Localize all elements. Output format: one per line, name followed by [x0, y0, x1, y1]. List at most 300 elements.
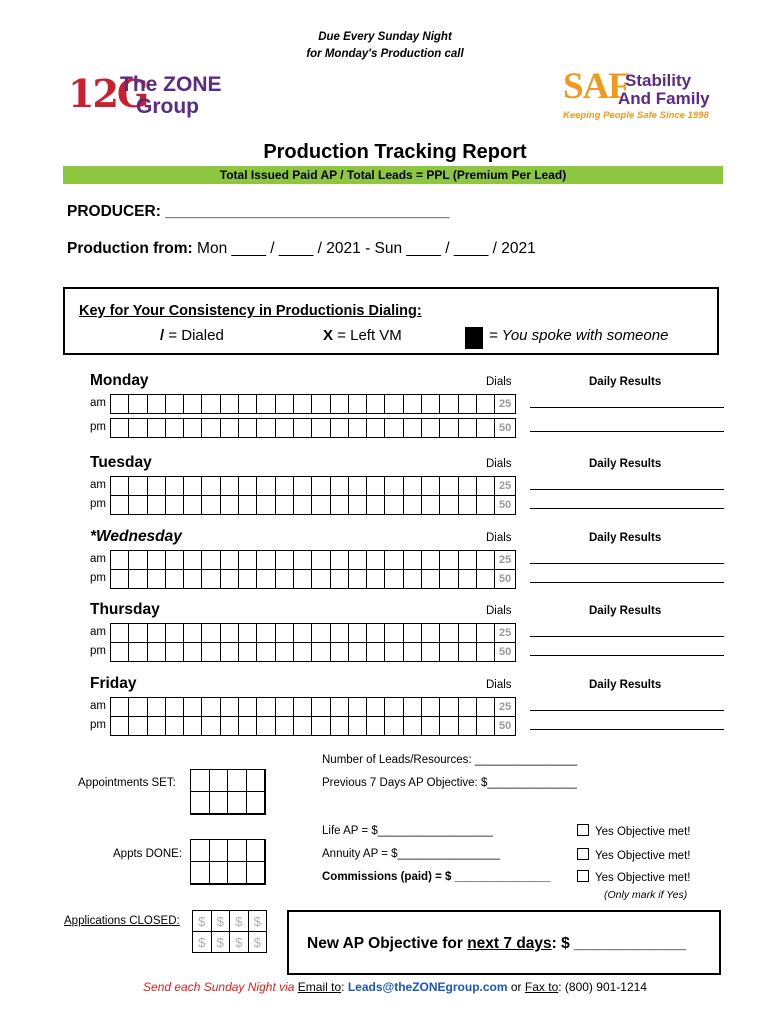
dial-cell[interactable] [148, 570, 166, 588]
new-objective-box[interactable] [287, 910, 721, 975]
dial-cell[interactable] [148, 624, 166, 642]
dial-cell[interactable] [477, 624, 495, 642]
dial-cell[interactable] [294, 717, 312, 735]
dial-cell[interactable] [312, 419, 330, 437]
logo-right-line2: And Family [618, 89, 710, 108]
dial-cell[interactable] [221, 624, 239, 642]
dial-cell[interactable] [459, 698, 477, 716]
dial-cell[interactable] [422, 698, 440, 716]
ppl-formula-banner: Total Issued Paid AP / Total Leads = PPL (Premium Per Lead) [63, 166, 723, 184]
dial-cell[interactable] [385, 395, 403, 413]
appointments-set-grid[interactable] [190, 769, 266, 815]
checkbox-icon[interactable] [577, 824, 589, 836]
dial-cell[interactable] [312, 570, 330, 588]
day-heading-tuesday: Tuesday [90, 454, 152, 471]
dial-cell[interactable] [129, 395, 147, 413]
commissions-objective-check[interactable] [577, 870, 690, 884]
dial-cell[interactable] [166, 419, 184, 437]
dial-cell[interactable] [166, 477, 184, 495]
dial-cell[interactable] [184, 643, 202, 661]
dial-cell[interactable] [459, 570, 477, 588]
previous-objective-field[interactable]: Previous 7 Days AP Objective: $______________ [322, 777, 577, 789]
dial-cell[interactable] [404, 419, 422, 437]
dial-cell[interactable] [331, 570, 349, 588]
annuity-objective-label: Yes Objective met! [595, 850, 691, 862]
production-from-dates[interactable]: Mon ____ / ____ / 2021 - Sun ____ / ____ / 2021 [197, 240, 536, 257]
dial-cell[interactable] [221, 477, 239, 495]
dial-cell[interactable] [221, 570, 239, 588]
dial-cell[interactable] [385, 717, 403, 735]
dial-cell[interactable] [129, 419, 147, 437]
pm-label: pm [90, 645, 106, 657]
monday-am-dial-grid[interactable] [110, 394, 516, 414]
dial-cell[interactable] [349, 717, 367, 735]
dial-cell[interactable] [477, 643, 495, 661]
application-dollar-cell[interactable]: $ [230, 932, 249, 953]
dial-cell[interactable] [477, 551, 495, 569]
dial-cell[interactable] [477, 717, 495, 735]
pm-label: pm [90, 498, 106, 510]
dial-cell[interactable] [276, 698, 294, 716]
dial-cell[interactable] [184, 698, 202, 716]
dial-cell[interactable] [111, 717, 129, 735]
tuesday-pm-dial-grid[interactable] [110, 495, 516, 515]
dialing-key-box [63, 287, 719, 355]
application-dollar-cell[interactable]: $ [193, 932, 212, 953]
dial-cell[interactable] [257, 717, 275, 735]
dial-cell[interactable] [257, 551, 275, 569]
tuesday-am-dial-grid[interactable] [110, 476, 516, 496]
dials-label: Dials [486, 376, 512, 388]
footer-or: or [507, 980, 525, 994]
dial-cell[interactable] [331, 624, 349, 642]
dial-cell[interactable] [349, 395, 367, 413]
monday-pm-dial-grid[interactable] [110, 418, 516, 438]
dial-cell[interactable] [440, 717, 458, 735]
dial-cell[interactable] [184, 717, 202, 735]
dial-cell[interactable] [385, 570, 403, 588]
appts-done-label: Appts DONE: [113, 848, 183, 860]
dial-cell[interactable] [166, 717, 184, 735]
monday-am-result-line[interactable] [530, 407, 724, 408]
dial-cell[interactable] [148, 477, 166, 495]
page-title: Production Tracking Report [263, 141, 527, 163]
day-heading-wednesday: *Wednesday [90, 528, 182, 545]
dial-cell[interactable] [129, 624, 147, 642]
dial-cell[interactable] [202, 698, 220, 716]
dial-cell[interactable] [221, 551, 239, 569]
dial-cell[interactable] [129, 551, 147, 569]
dial-cell[interactable] [404, 395, 422, 413]
dial-cell[interactable] [148, 551, 166, 569]
logo-mark-12g: 12G [68, 71, 148, 116]
dials-label: Dials [486, 532, 512, 544]
dial-cell[interactable] [404, 570, 422, 588]
dial-cell[interactable] [477, 419, 495, 437]
dial-cell[interactable] [202, 419, 220, 437]
friday-am-dial-grid[interactable] [110, 697, 516, 717]
dial-cell[interactable] [331, 551, 349, 569]
dial-cell[interactable] [459, 624, 477, 642]
dial-cell[interactable] [459, 477, 477, 495]
dial-cell[interactable] [404, 643, 422, 661]
friday-am-result-line[interactable] [530, 710, 724, 711]
dial-cell[interactable] [239, 477, 257, 495]
dial-cell[interactable] [148, 395, 166, 413]
annuity-ap-field[interactable]: Annuity AP = $________________ [322, 848, 500, 860]
dial-cell[interactable] [148, 496, 166, 514]
dial-cell[interactable] [312, 496, 330, 514]
dial-cell[interactable] [422, 496, 440, 514]
dial-cell[interactable] [349, 419, 367, 437]
wednesday-pm-result-line[interactable] [530, 582, 724, 583]
dial-cell[interactable] [294, 395, 312, 413]
tuesday-am-result-line[interactable] [530, 489, 724, 490]
logo-text-line1: The ZONE [120, 73, 222, 96]
dial-cell[interactable] [166, 698, 184, 716]
dial-cell[interactable] [184, 395, 202, 413]
dial-cell[interactable] [111, 698, 129, 716]
dial-cell[interactable] [239, 717, 257, 735]
dial-cell[interactable] [129, 477, 147, 495]
dial-cell[interactable] [111, 496, 129, 514]
dial-cell[interactable] [422, 395, 440, 413]
dial-cell[interactable] [331, 477, 349, 495]
dial-cell[interactable] [440, 643, 458, 661]
dial-cell[interactable] [477, 496, 495, 514]
dial-cell[interactable] [111, 643, 129, 661]
logo-text-line2: Group [136, 95, 199, 118]
dial-cell[interactable] [349, 477, 367, 495]
thursday-pm-dial-grid[interactable] [110, 642, 516, 662]
monday-pm-result-line[interactable] [530, 431, 724, 432]
dial-cell[interactable] [367, 698, 385, 716]
dial-cell[interactable] [294, 698, 312, 716]
thursday-am-dial-grid[interactable] [110, 623, 516, 643]
dial-cell[interactable] [312, 698, 330, 716]
annuity-objective-check[interactable] [577, 848, 690, 862]
dial-cell[interactable] [148, 698, 166, 716]
dial-cell[interactable] [477, 570, 495, 588]
application-dollar-cell[interactable]: $ [212, 911, 231, 932]
dial-cell[interactable] [111, 624, 129, 642]
application-dollar-cell[interactable]: $ [249, 911, 268, 932]
dial-cell[interactable] [349, 496, 367, 514]
dial-cell[interactable] [129, 717, 147, 735]
tuesday-pm-result-line[interactable] [530, 508, 724, 509]
dial-cell[interactable] [331, 717, 349, 735]
dial-cell[interactable] [459, 717, 477, 735]
key-spoke-text: = You spoke with someone [489, 327, 669, 344]
application-dollar-cell[interactable]: $ [212, 932, 231, 953]
saf-logo [563, 66, 711, 126]
new-objective-text[interactable] [307, 935, 686, 953]
friday-pm-dial-grid[interactable] [110, 716, 516, 736]
application-dollar-cell[interactable]: $ [249, 932, 268, 953]
dial-cell[interactable] [440, 570, 458, 588]
dial-cell[interactable] [404, 496, 422, 514]
dial-cell[interactable] [202, 570, 220, 588]
dial-cell[interactable] [129, 643, 147, 661]
dial-cell[interactable] [404, 717, 422, 735]
producer-field[interactable] [67, 203, 450, 221]
dial-cell[interactable] [385, 496, 403, 514]
dial-cell[interactable] [349, 624, 367, 642]
dial-cell[interactable] [239, 570, 257, 588]
dial-cell[interactable] [202, 477, 220, 495]
am-label: am [90, 479, 106, 491]
dial-cell[interactable] [257, 496, 275, 514]
dial-cell[interactable] [312, 717, 330, 735]
key-vm-symbol: X [323, 327, 334, 344]
dial-cell[interactable] [239, 698, 257, 716]
dial-cell[interactable] [166, 551, 184, 569]
applications-closed-grid[interactable] [192, 910, 267, 953]
dial-cell[interactable] [440, 395, 458, 413]
footer-instructions [0, 980, 770, 994]
dial-cell[interactable] [440, 419, 458, 437]
dial-cell[interactable] [148, 717, 166, 735]
dial-cell[interactable] [276, 419, 294, 437]
day-heading-monday: Monday [90, 372, 149, 389]
dial-cell[interactable] [221, 698, 239, 716]
dial-cell[interactable] [184, 419, 202, 437]
dial-cell[interactable] [385, 551, 403, 569]
footer-email-label: Email to [297, 980, 342, 994]
dial-cell[interactable] [111, 570, 129, 588]
dial-cell[interactable] [111, 477, 129, 495]
dial-cell[interactable] [148, 419, 166, 437]
dial-cell[interactable] [440, 624, 458, 642]
dial-cell[interactable] [312, 624, 330, 642]
checkbox-icon[interactable] [577, 848, 589, 860]
dial-cell[interactable] [385, 624, 403, 642]
dial-cell[interactable] [477, 395, 495, 413]
dial-cell[interactable] [202, 717, 220, 735]
dial-cell[interactable] [331, 643, 349, 661]
dial-cell[interactable] [257, 698, 275, 716]
pm-dial-target: 50 [498, 422, 512, 434]
dial-cell[interactable] [312, 395, 330, 413]
dial-cell[interactable] [111, 419, 129, 437]
thursday-pm-result-line[interactable] [530, 655, 724, 656]
dial-cell[interactable] [221, 496, 239, 514]
dial-cell[interactable] [331, 698, 349, 716]
dials-label: Dials [486, 458, 512, 470]
dial-cell[interactable] [129, 570, 147, 588]
application-dollar-cell[interactable]: $ [193, 911, 212, 932]
dial-cell[interactable] [367, 551, 385, 569]
dial-cell[interactable] [294, 496, 312, 514]
appointments-set-label: Appointments SET: [78, 777, 176, 789]
dial-cell[interactable] [166, 496, 184, 514]
dial-cell[interactable] [294, 477, 312, 495]
dial-cell[interactable] [385, 643, 403, 661]
dial-cell[interactable] [422, 477, 440, 495]
dials-label: Dials [486, 605, 512, 617]
dial-cell[interactable] [276, 643, 294, 661]
dial-cell[interactable] [385, 419, 403, 437]
dial-cell[interactable] [184, 570, 202, 588]
dial-cell[interactable] [129, 496, 147, 514]
application-dollar-cell[interactable]: $ [230, 911, 249, 932]
footer-send-text: Send each Sunday Night [143, 980, 276, 994]
dial-cell[interactable] [459, 395, 477, 413]
am-dial-target: 25 [498, 701, 512, 713]
dial-cell[interactable] [111, 551, 129, 569]
dial-cell[interactable] [459, 419, 477, 437]
dial-cell[interactable] [202, 643, 220, 661]
dial-cell[interactable] [294, 624, 312, 642]
am-label: am [90, 626, 106, 638]
dial-cell[interactable] [477, 477, 495, 495]
dial-cell[interactable] [440, 698, 458, 716]
new-objective-amount: : $ _____________ [551, 935, 687, 952]
logo-right-tagline: Keeping People Safe Since 1998 [563, 110, 709, 121]
dial-cell[interactable] [221, 395, 239, 413]
key-dialed-text: = Dialed [168, 327, 224, 344]
dial-cell[interactable] [349, 570, 367, 588]
dial-cell[interactable] [367, 419, 385, 437]
dial-cell[interactable] [221, 643, 239, 661]
dial-cell[interactable] [367, 624, 385, 642]
dial-cell[interactable] [257, 477, 275, 495]
dial-cell[interactable] [385, 698, 403, 716]
dial-cell[interactable] [239, 496, 257, 514]
dial-cell[interactable] [239, 395, 257, 413]
dial-cell[interactable] [276, 624, 294, 642]
dial-cell[interactable] [166, 570, 184, 588]
dial-cell[interactable] [221, 717, 239, 735]
friday-pm-result-line[interactable] [530, 729, 724, 730]
dial-cell[interactable] [184, 477, 202, 495]
dial-cell[interactable] [422, 643, 440, 661]
leads-resources-field[interactable]: Number of Leads/Resources: ________________ [322, 754, 578, 766]
dial-cell[interactable] [239, 624, 257, 642]
appts-done-grid[interactable] [190, 839, 266, 885]
dial-cell[interactable] [385, 477, 403, 495]
dial-cell[interactable] [294, 419, 312, 437]
pm-label: pm [90, 421, 106, 433]
dial-cell[interactable] [422, 624, 440, 642]
dial-cell[interactable] [349, 643, 367, 661]
dial-cell[interactable] [276, 570, 294, 588]
thursday-am-result-line[interactable] [530, 636, 724, 637]
dial-cell[interactable] [111, 395, 129, 413]
dial-cell[interactable] [440, 551, 458, 569]
dial-cell[interactable] [202, 624, 220, 642]
dial-cell[interactable] [257, 570, 275, 588]
dial-cell[interactable] [422, 570, 440, 588]
dial-cell[interactable] [239, 551, 257, 569]
dial-cell[interactable] [459, 496, 477, 514]
dial-cell[interactable] [276, 477, 294, 495]
dial-cell[interactable] [331, 395, 349, 413]
production-from-field[interactable] [67, 240, 536, 258]
dial-cell[interactable] [294, 551, 312, 569]
dial-cell[interactable] [459, 643, 477, 661]
dial-cell[interactable] [239, 643, 257, 661]
dial-cell[interactable] [367, 496, 385, 514]
dial-cell[interactable] [129, 698, 147, 716]
am-dial-target: 25 [498, 554, 512, 566]
dial-cell[interactable] [184, 624, 202, 642]
wednesday-pm-dial-grid[interactable] [110, 569, 516, 589]
dial-cell[interactable] [312, 643, 330, 661]
commissions-field[interactable]: Commissions (paid) = $ _______________ [322, 871, 551, 883]
dial-cell[interactable] [184, 496, 202, 514]
dial-cell[interactable] [404, 698, 422, 716]
dial-cell[interactable] [221, 419, 239, 437]
dial-cell[interactable] [257, 643, 275, 661]
dial-cell[interactable] [294, 643, 312, 661]
dial-cell[interactable] [404, 624, 422, 642]
dial-cell[interactable] [257, 395, 275, 413]
logo-right-line1: Stability [625, 71, 692, 90]
dial-cell[interactable] [422, 717, 440, 735]
dial-cell[interactable] [349, 698, 367, 716]
daily-results-label: Daily Results [589, 679, 662, 691]
dial-cell[interactable] [331, 419, 349, 437]
footer-email-link[interactable]: Leads@theZONEgroup.com [347, 980, 508, 994]
producer-blank[interactable]: _________________________________ [165, 203, 450, 220]
dial-cell[interactable] [239, 419, 257, 437]
dial-cell[interactable] [148, 643, 166, 661]
dial-cell[interactable] [404, 477, 422, 495]
am-dial-target: 25 [498, 398, 512, 410]
dial-cell[interactable] [166, 624, 184, 642]
dial-cell[interactable] [166, 395, 184, 413]
dial-cell[interactable] [202, 395, 220, 413]
footer-fax-number: : (800) 901-1214 [558, 980, 647, 994]
dial-cell[interactable] [312, 551, 330, 569]
dial-cell[interactable] [477, 698, 495, 716]
dial-cell[interactable] [202, 496, 220, 514]
dial-cell[interactable] [312, 477, 330, 495]
dial-cell[interactable] [184, 551, 202, 569]
dial-cell[interactable] [440, 477, 458, 495]
dial-cell[interactable] [367, 717, 385, 735]
dial-cell[interactable] [367, 570, 385, 588]
dial-cell[interactable] [331, 496, 349, 514]
dial-cell[interactable] [166, 643, 184, 661]
wednesday-am-result-line[interactable] [530, 563, 724, 564]
dial-cell[interactable] [257, 419, 275, 437]
dial-cell[interactable] [404, 551, 422, 569]
dial-cell[interactable] [367, 643, 385, 661]
dial-cell[interactable] [276, 717, 294, 735]
dial-cell[interactable] [422, 419, 440, 437]
am-label: am [90, 700, 106, 712]
life-objective-check[interactable] [577, 824, 690, 838]
life-ap-field[interactable]: Life AP = $__________________ [322, 825, 493, 837]
dial-cell[interactable] [276, 395, 294, 413]
key-dialed-symbol: / [160, 327, 165, 344]
checkbox-icon[interactable] [577, 870, 589, 882]
dial-cell[interactable] [349, 551, 367, 569]
dial-cell[interactable] [202, 551, 220, 569]
dial-cell[interactable] [367, 477, 385, 495]
dial-cell[interactable] [276, 496, 294, 514]
dial-cell[interactable] [276, 551, 294, 569]
dial-cell[interactable] [367, 395, 385, 413]
wednesday-am-dial-grid[interactable] [110, 550, 516, 570]
dial-cell[interactable] [459, 551, 477, 569]
dial-cell[interactable] [422, 551, 440, 569]
dial-cell[interactable] [294, 570, 312, 588]
dial-cell[interactable] [257, 624, 275, 642]
dial-cell[interactable] [440, 496, 458, 514]
